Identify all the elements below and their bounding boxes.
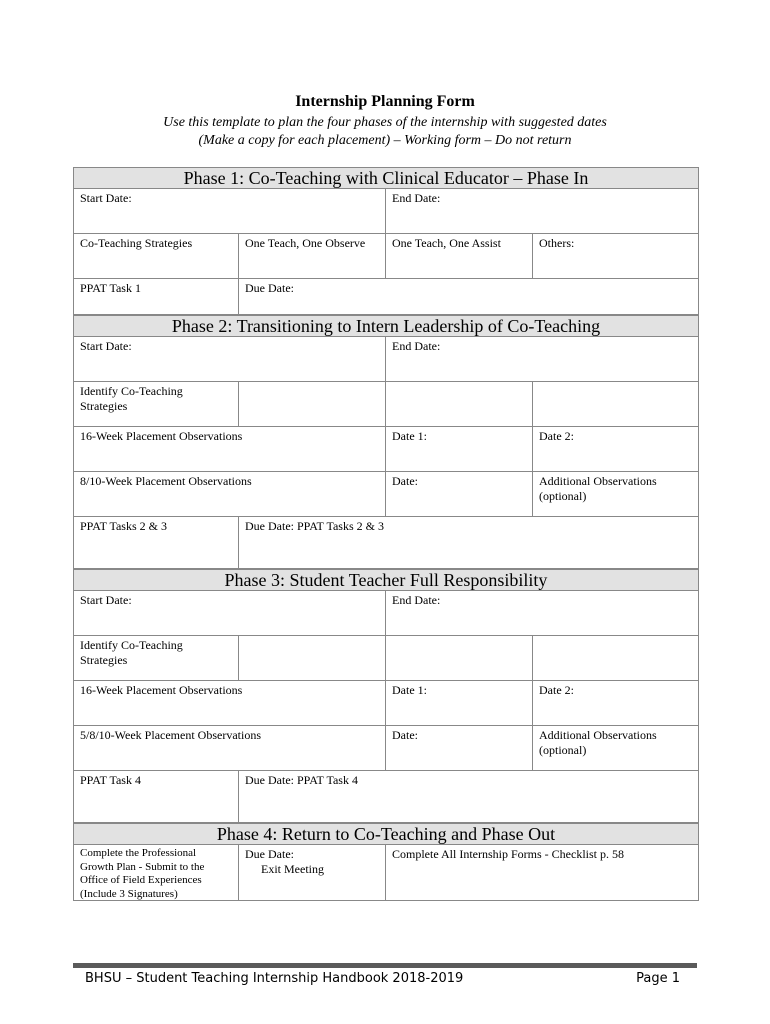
- phase3-start-date[interactable]: Start Date:: [74, 591, 386, 635]
- phase1-dates-row: [74, 189, 698, 234]
- phase2-due-date[interactable]: Due Date: PPAT Tasks 2 & 3: [245, 519, 384, 533]
- phase2-identify-line2: Strategies: [80, 399, 128, 413]
- phase4-due-date-cell[interactable]: [239, 845, 386, 900]
- phase3-due-date[interactable]: Due Date: PPAT Task 4: [245, 773, 358, 787]
- phase3-date2[interactable]: Date 2:: [539, 683, 574, 697]
- phase3-obs5810-label: 5/8/10-Week Placement Observations: [74, 726, 386, 770]
- phase1-one-teach-observe[interactable]: One Teach, One Observe: [239, 234, 386, 278]
- phase3-obs16-row: [74, 681, 698, 726]
- phase4-heading: Phase 4: Return to Co-Teaching and Phase Out: [74, 823, 698, 845]
- phase2-dates-row: [74, 337, 698, 382]
- phase3-additional-line1: Additional Observations: [539, 728, 657, 742]
- phase3-strategy-field-3[interactable]: [533, 636, 698, 680]
- form-subtitle-line2: (Make a copy for each placement) – Working form – Do not return: [198, 133, 572, 148]
- planning-form-table: [73, 167, 699, 901]
- phase3-date1[interactable]: Date 1:: [386, 681, 533, 725]
- phase2-start-date[interactable]: Start Date:: [74, 337, 386, 381]
- phase2-date2[interactable]: Date 2:: [539, 429, 574, 443]
- phase3-obs5810-row: [74, 726, 698, 771]
- phase3-identify-row: [74, 636, 698, 681]
- phase3-ppat-row: [74, 771, 698, 823]
- phase2-obs16-label: 16-Week Placement Observations: [74, 427, 386, 471]
- phase4-row: [74, 845, 698, 901]
- phase1-ppat-row: [74, 279, 698, 315]
- phase4-growth-line1: Complete the Professional: [80, 847, 197, 859]
- phase1-others[interactable]: Others:: [539, 236, 575, 250]
- footer-rule: [73, 963, 697, 968]
- phase2-obs810-row: [74, 472, 698, 517]
- phase2-obs16-row: [74, 427, 698, 472]
- phase3-date[interactable]: Date:: [386, 726, 533, 770]
- phase2-strategy-field-2[interactable]: [386, 382, 533, 426]
- form-title: Internship Planning Form: [295, 93, 475, 110]
- phase4-growth-line3: Office of Field Experiences: [80, 874, 202, 886]
- phase4-growth-line4: (Include 3 Signatures): [80, 887, 178, 900]
- phase4-exit-meeting: Exit Meeting: [261, 862, 324, 876]
- phase1-due-date[interactable]: Due Date:: [245, 281, 294, 295]
- phase3-obs16-label: 16-Week Placement Observations: [74, 681, 386, 725]
- phase3-ppat-task: PPAT Task 4: [74, 771, 239, 822]
- phase4-complete-forms[interactable]: Complete All Internship Forms - Checklist p. 58: [392, 847, 624, 861]
- phase2-additional-line2: (optional): [539, 489, 587, 503]
- phase3-heading: Phase 3: Student Teacher Full Responsibility: [74, 569, 698, 591]
- phase3-identify-label: [74, 636, 239, 680]
- phase1-end-date[interactable]: End Date:: [392, 191, 441, 205]
- phase4-growth-plan: [74, 845, 239, 900]
- phase3-additional-line2: (optional): [539, 743, 587, 757]
- phase2-identify-row: [74, 382, 698, 427]
- footer-page-number: Page 1: [636, 971, 680, 986]
- phase2-additional-line1: Additional Observations: [539, 474, 657, 488]
- phase1-strategies-row: [74, 234, 698, 279]
- phase1-start-date[interactable]: Start Date:: [74, 189, 386, 233]
- phase3-additional[interactable]: [533, 726, 698, 770]
- phase1-one-teach-assist[interactable]: One Teach, One Assist: [386, 234, 533, 278]
- phase1-ppat-task: PPAT Task 1: [74, 279, 239, 314]
- phase1-heading: Phase 1: Co-Teaching with Clinical Educator – Phase In: [74, 167, 698, 189]
- form-subtitle-line1: Use this template to plan the four phases of the internship with suggested dates: [163, 115, 607, 130]
- phase2-obs810-label: 8/10-Week Placement Observations: [74, 472, 386, 516]
- footer-handbook-title: BHSU – Student Teaching Internship Handbook 2018-2019: [85, 971, 464, 986]
- phase3-identify-line2: Strategies: [80, 653, 128, 667]
- phase2-identify-line1: Identify Co-Teaching: [80, 384, 183, 398]
- phase2-ppat-task: PPAT Tasks 2 & 3: [74, 517, 239, 568]
- phase2-additional[interactable]: [533, 472, 698, 516]
- phase3-identify-line1: Identify Co-Teaching: [80, 638, 183, 652]
- phase2-date1[interactable]: Date 1:: [386, 427, 533, 471]
- phase1-co-teaching-label: Co-Teaching Strategies: [74, 234, 239, 278]
- phase3-dates-row: [74, 591, 698, 636]
- phase3-strategy-field-2[interactable]: [386, 636, 533, 680]
- phase2-strategy-field-3[interactable]: [533, 382, 698, 426]
- phase2-strategy-field-1[interactable]: [239, 382, 386, 426]
- phase4-growth-line2: Growth Plan - Submit to the: [80, 860, 205, 873]
- phase2-end-date[interactable]: End Date:: [392, 339, 441, 353]
- phase4-due-date: Due Date:: [245, 847, 294, 861]
- phase2-identify-label: [74, 382, 239, 426]
- phase2-date[interactable]: Date:: [386, 472, 533, 516]
- phase2-heading: Phase 2: Transitioning to Intern Leadership of Co-Teaching: [74, 315, 698, 337]
- phase3-end-date[interactable]: End Date:: [392, 593, 441, 607]
- phase3-strategy-field-1[interactable]: [239, 636, 386, 680]
- phase2-ppat-row: [74, 517, 698, 569]
